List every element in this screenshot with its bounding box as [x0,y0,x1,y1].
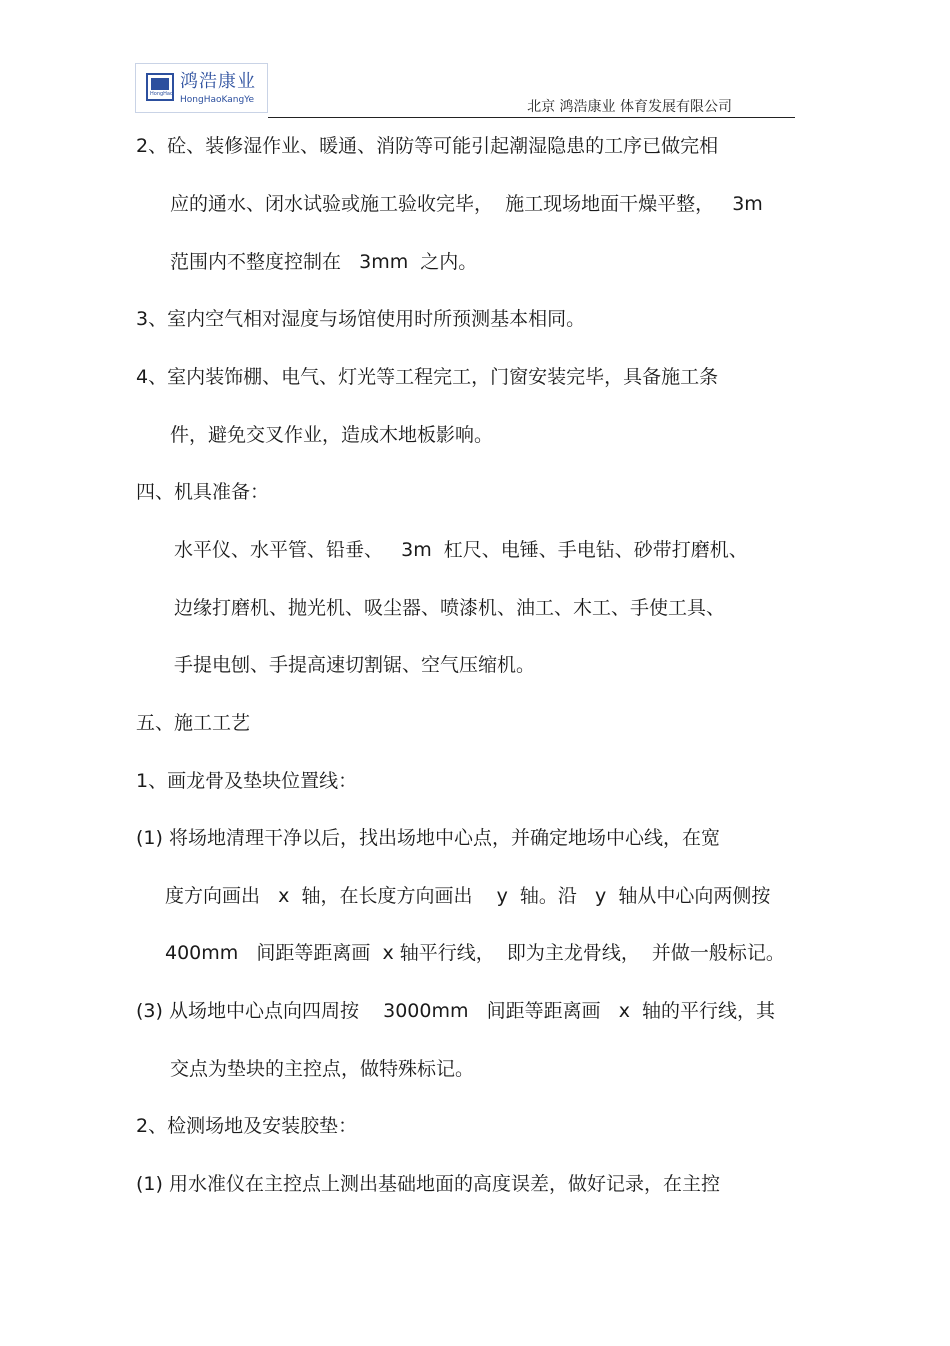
text-line: 2、检测场地及安装胶垫： [136,1115,358,1137]
text-line: 4、室内装饰棚、电气、灯光等工程完工，门窗安装完毕，具备施工条 [136,366,719,388]
text-line: 件，避免交叉作业，造成木地板影响。 [170,424,494,446]
header-rule [268,117,795,118]
text-line: 400mm 间距等距离画 x 轴平行线， 即为主龙骨线， 并做一般标记。 [165,942,785,964]
text-line: 水平仪、水平管、铅垂、 3m 杠尺、电锤、手电钻、砂带打磨机、 [174,539,748,561]
text-line: 范围内不整度控制在 3mm 之内。 [170,251,478,273]
text-line: 手提电刨、手提高速切割锯、空气压缩机。 [174,654,536,676]
text-line: 边缘打磨机、抛光机、吸尘器、喷漆机、油工、木工、手使工具、 [174,597,726,619]
text-line: 应的通水、闭水试验或施工验收完毕， 施工现场地面干燥平整， 3m [170,193,763,215]
logo-english-name: HongHaoKangYe [180,95,254,105]
text-line: 2、砼、装修湿作业、暖通、消防等可能引起潮湿隐患的工序已做完相 [136,135,719,157]
text-line: (1) 用水准仪在主控点上测出基础地面的高度误差，做好记录，在主控 [136,1173,720,1195]
text-line: (1) 将场地清理干净以后，找出场地中心点，并确定地场中心线，在宽 [136,827,720,849]
section-heading: 四、机具准备： [136,481,270,503]
page-header [135,63,795,119]
company-name: 北京 鸿浩康业 体育发展有限公司 [527,99,732,115]
company-logo [135,63,268,113]
text-line: (3) 从场地中心点向四周按 3000mm 间距等距离画 x 轴的平行线，其 [136,1000,776,1022]
text-line: 3、室内空气相对湿度与场馆使用时所预测基本相同。 [136,308,586,330]
logo-emblem-icon: HongHao [146,73,174,101]
text-line: 度方向画出 x 轴，在长度方向画出 y 轴。沿 y 轴从中心向两侧按 [165,885,771,907]
text-line: 交点为垫块的主控点，做特殊标记。 [170,1058,475,1080]
section-heading: 五、施工工艺 [136,712,251,734]
text-line: 1、画龙骨及垫块位置线： [136,770,358,792]
logo-chinese-name: 鸿浩康业 [180,71,256,92]
